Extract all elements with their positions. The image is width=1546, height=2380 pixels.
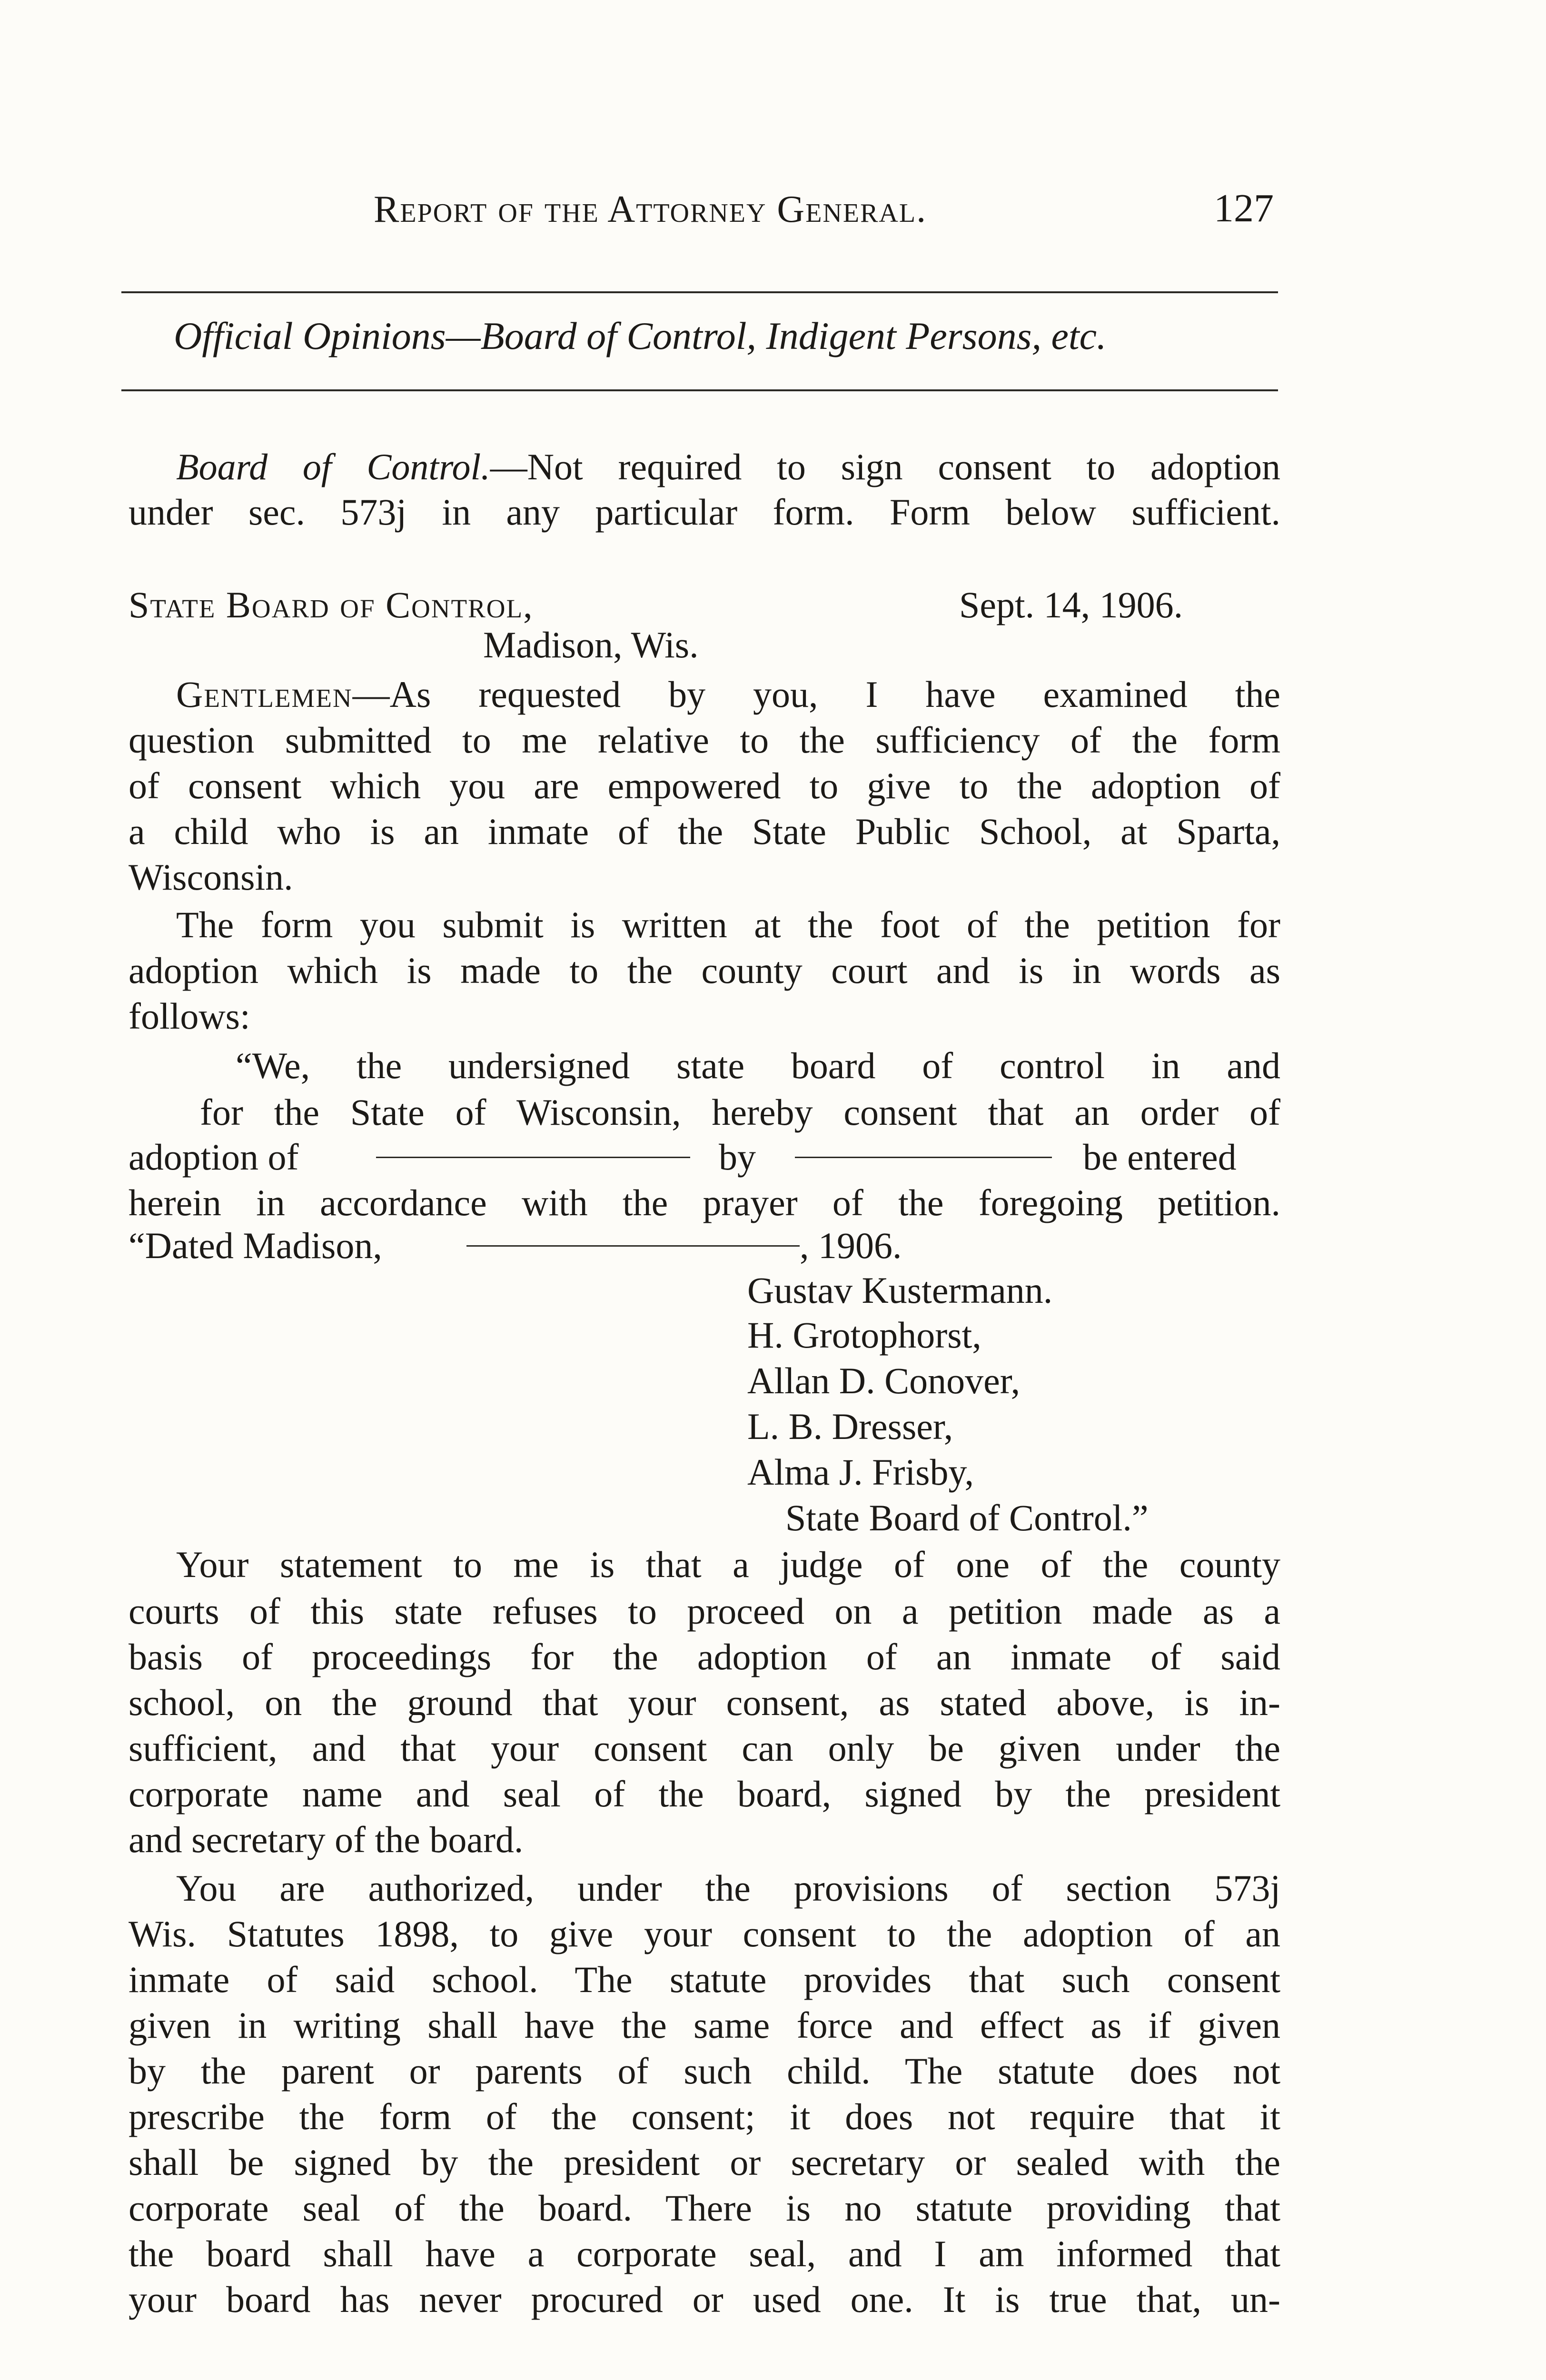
quote-line-1: “We, the undersigned state board of control in and [236, 1045, 1280, 1086]
quote-line-5-a: “Dated Madison, [129, 1225, 382, 1266]
para3-line-6: corporate name and seal of the board, signed by the president [129, 1773, 1280, 1815]
para4-line-2: Wis. Statutes 1898, to give your consent to the adoption of an [129, 1913, 1280, 1954]
header-rule-bottom [121, 389, 1278, 391]
para4-line-1: You are authorized, under the provisions of section 573j [176, 1867, 1280, 1909]
para4-line-6: prescribe the form of the consent; it does not require that it [129, 2096, 1280, 2137]
syllabus-heading: Board of Control. [176, 446, 490, 487]
signatory-1: Gustav Kustermann. [747, 1269, 1053, 1311]
quote-line-3-c: be entered [1083, 1136, 1237, 1178]
para2-line-2: adoption which is made to the county court and is in words as [129, 950, 1280, 991]
header-rule-top [121, 291, 1278, 293]
para3-line-4: school, on the ground that your consent, as stated above, is in- [129, 1682, 1280, 1723]
running-title: Report of the Attorney General. [374, 188, 927, 230]
syllabus-line-2: under sec. 573j in any particular form. Form below sufficient. [129, 491, 1280, 533]
para4-line-9: the board shall have a corporate seal, and I am informed that [129, 2233, 1280, 2274]
salutation-line-4: a child who is an inmate of the State Public School, at Sparta, [129, 811, 1280, 852]
para3-line-2: courts of this state refuses to proceed on a petition made as a [129, 1590, 1280, 1632]
letter-date: Sept. 14, 1906. [959, 584, 1183, 625]
blank-adopter-name [795, 1157, 1052, 1158]
para3-line-7: and secretary of the board. [129, 1819, 524, 1860]
quote-line-2: for the State of Wisconsin, hereby consent that an order of [200, 1091, 1280, 1133]
page-number: 127 [1214, 186, 1274, 230]
para3-line-1: Your statement to me is that a judge of one of the county [176, 1544, 1280, 1585]
signatory-2: H. Grotophorst, [747, 1314, 981, 1356]
addressee: State Board of Control, [129, 584, 534, 625]
para2-line-3: follows: [129, 995, 250, 1037]
para4-line-5: by the parent or parents of such child. The statute does not [129, 2050, 1280, 2092]
para2-line-1: The form you submit is written at the foot of the petition for [176, 904, 1280, 945]
syllabus-line-1: Board of Control.—Not required to sign consent to adoption [176, 446, 1280, 487]
salutation-line-3: of consent which you are empowered to give to the adoption of [129, 765, 1280, 806]
para4-line-3: inmate of said school. The statute provides that such consent [129, 1959, 1280, 2000]
salutation-line-1: Gentlemen—As requested by you, I have examined the [176, 674, 1280, 715]
para3-line-3: basis of proceedings for the adoption of an inmate of said [129, 1636, 1280, 1677]
para4-line-10: your board has never procured or used one. It is true that, un- [129, 2279, 1280, 2320]
signature-block: State Board of Control.” [785, 1497, 1149, 1538]
section-subtitle: Official Opinions—Board of Control, Indigent Persons, etc. [174, 314, 1107, 357]
quote-line-5-b: , 1906. [800, 1225, 902, 1266]
quote-line-3-a: adoption of [129, 1136, 299, 1178]
signatory-4: L. B. Dresser, [747, 1406, 953, 1447]
salutation-line-5: Wisconsin. [129, 856, 293, 898]
addressee-city: Madison, Wis. [483, 624, 699, 665]
para3-line-5: sufficient, and that your consent can only be given under the [129, 1727, 1280, 1769]
signatory-3: Allan D. Conover, [747, 1360, 1021, 1401]
para4-line-7: shall be signed by the president or secretary or sealed with the [129, 2142, 1280, 2183]
para4-line-4: given in writing shall have the same force and effect as if given [129, 2004, 1280, 2046]
quote-line-3-b: by [719, 1136, 756, 1178]
salutation-greeting: Gentlemen [176, 674, 353, 715]
para4-line-8: corporate seal of the board. There is no statute providing that [129, 2187, 1280, 2229]
signatory-5: Alma J. Frisby, [747, 1451, 974, 1493]
blank-child-name [376, 1157, 690, 1158]
salutation-line-2: question submitted to me relative to the sufficiency of the form [129, 719, 1280, 761]
blank-date [466, 1245, 800, 1247]
quote-line-4: herein in accordance with the prayer of the foregoing petition. [129, 1182, 1280, 1223]
